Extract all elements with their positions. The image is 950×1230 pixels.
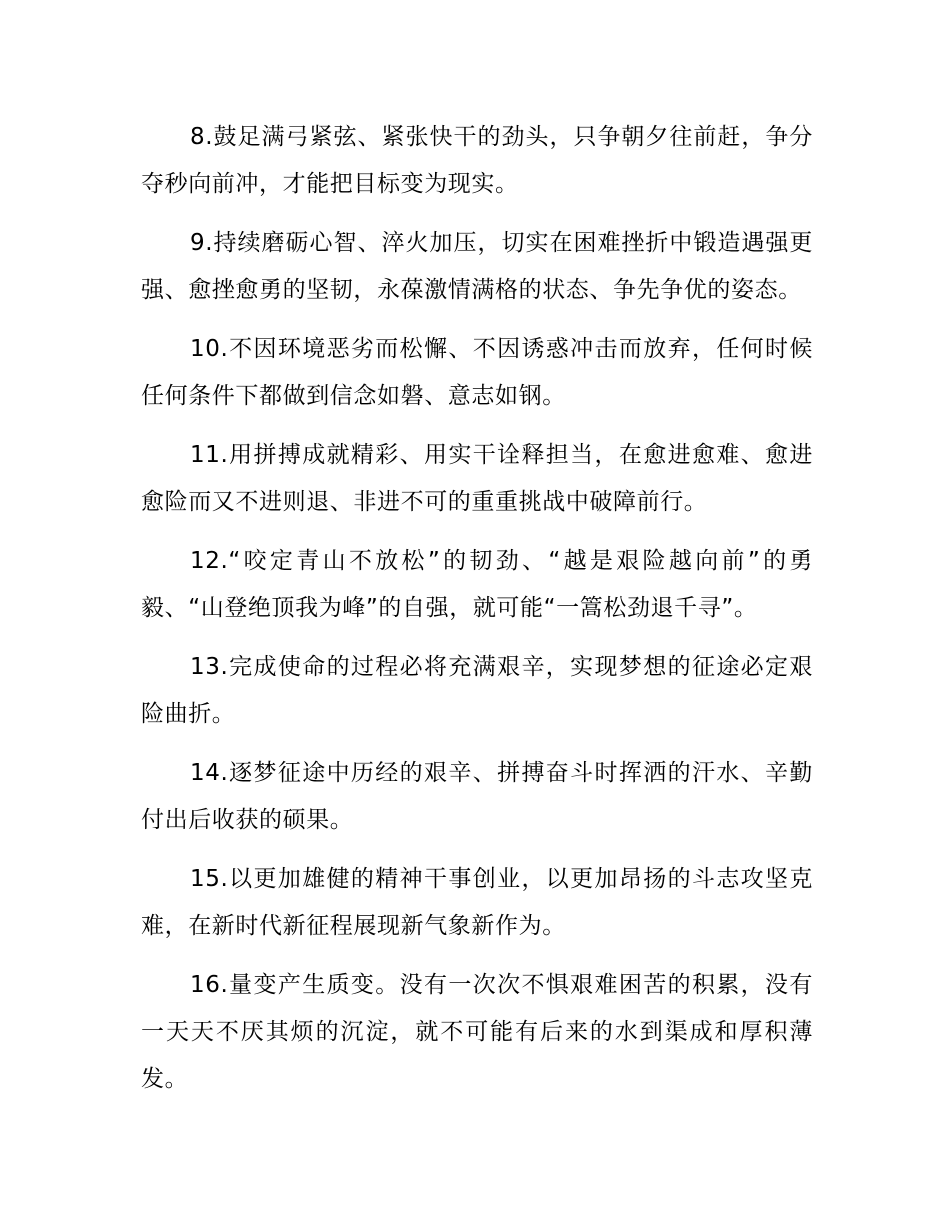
paragraph-10: 10.不因环境恶劣而松懈、不因诱惑冲击而放弃，任何时候任何条件下都做到信念如磐、意志如钢。 xyxy=(141,336,813,409)
paragraph-14: 14.逐梦征途中历经的艰辛、拼搏奋斗时挥洒的汗水、辛勤付出后收获的硕果。 xyxy=(141,760,813,833)
paragraph-8: 8.鼓足满弓紧弦、紧张快干的劲头，只争朝夕往前赶，争分夺秒向前冲，才能把目标变为现实。 xyxy=(141,124,813,197)
paragraph-9: 9.持续磨砺心智、淬火加压，切实在困难挫折中锻造遇强更强、愈挫愈勇的坚韧，永葆激情满格的状态、争先争优的姿态。 xyxy=(141,230,813,303)
paragraph-12: 12.“咬定青山不放松”的韧劲、“越是艰险越向前”的勇毅、“山登绝顶我为峰”的自强，就可能“一篙松劲退千寻”。 xyxy=(141,548,813,621)
paragraph-16: 16.量变产生质变。没有一次次不惧艰难困苦的积累，没有一天天不厌其烦的沉淀，就不可能有后来的水到渠成和厚积薄发。 xyxy=(141,972,813,1092)
paragraph-13: 13.完成使命的过程必将充满艰辛，实现梦想的征途必定艰险曲折。 xyxy=(141,654,813,727)
paragraph-15: 15.以更加雄健的精神干事创业，以更加昂扬的斗志攻坚克难，在新时代新征程展现新气象新作为。 xyxy=(141,866,813,939)
paragraph-11: 11.用拼搏成就精彩、用实干诠释担当，在愈进愈难、愈进愈险而又不进则退、非进不可的重重挑战中破障前行。 xyxy=(141,442,813,515)
document-body xyxy=(141,114,813,1115)
